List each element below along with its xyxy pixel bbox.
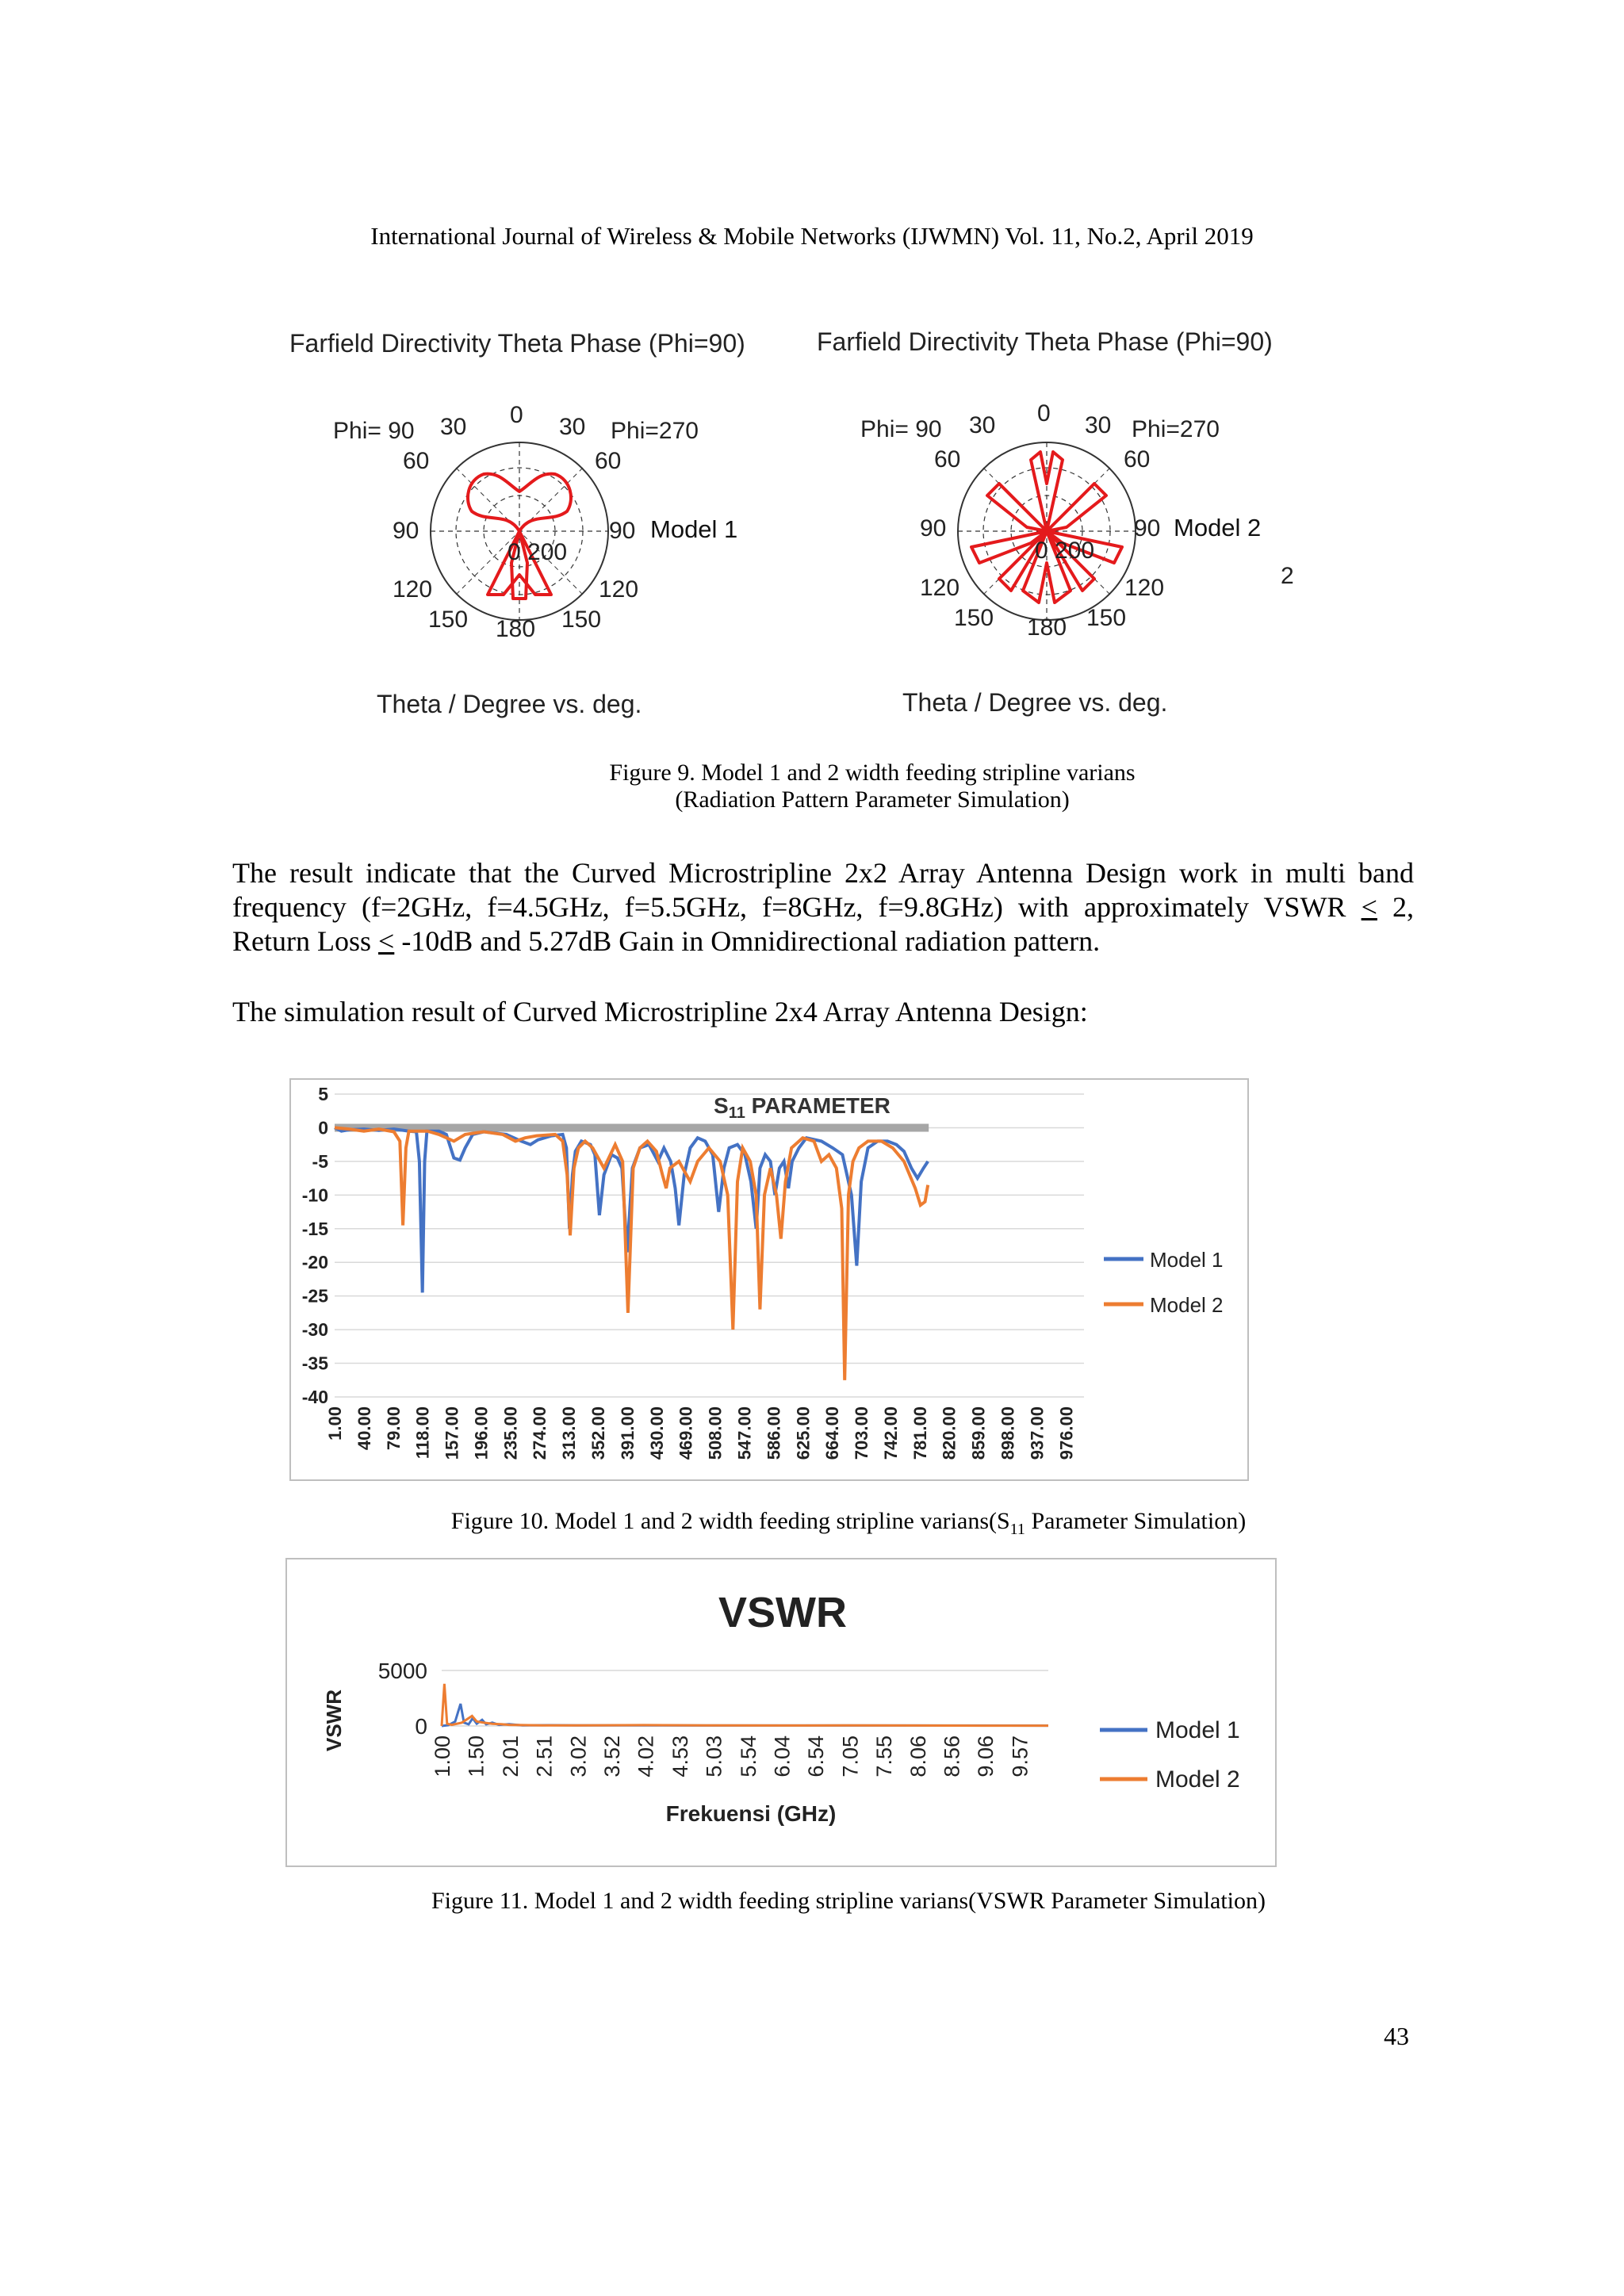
polar-title: Farfield Directivity Theta Phase (Phi=90) — [817, 327, 1273, 356]
paragraph-text: The result indicate that the Curved Microstripline 2x2 Array Antenna Design work in multi band frequency (f=2GHz, f=4.5GHz, f=5.5GHz, f=8GHz, f=9.8GHz) with approximately VSWR — [232, 857, 1414, 923]
angle-label-120-right: 120 — [599, 576, 639, 603]
angle-label-150-left: 150 — [954, 605, 994, 631]
polar-panel-1 — [270, 313, 825, 741]
paragraph-text: 2, Return Loss — [232, 891, 1415, 957]
vswr-x-tick-label: 6.54 — [803, 1735, 828, 1777]
legend-label-model-1: Model 1 — [1150, 1248, 1224, 1272]
s11-x-tick-label: 781.00 — [910, 1406, 930, 1460]
angle-label-60-right: 60 — [1124, 446, 1151, 473]
vswr-x-tick-label: 3.52 — [600, 1735, 625, 1777]
figure-9-caption — [476, 760, 1269, 813]
s11-chart — [289, 1078, 1249, 1481]
angle-label-90-right: 90 — [1134, 515, 1161, 541]
s11-x-tick-label: 79.00 — [383, 1406, 404, 1451]
angle-label-90-left: 90 — [920, 515, 947, 541]
s11-x-tick-label: 742.00 — [880, 1406, 901, 1460]
s11-x-tick-label: 196.00 — [471, 1406, 492, 1460]
angle-label-bottom: 180 — [1027, 614, 1067, 641]
s11-x-tick-label: 820.00 — [939, 1406, 959, 1460]
polar-plot — [424, 436, 615, 626]
vswr-x-tick-label: 9.06 — [974, 1735, 998, 1777]
s11-y-tick-label: -40 — [301, 1387, 328, 1407]
vswr-x-tick-label: 6.04 — [770, 1735, 795, 1777]
caption-line-1: Figure 9. Model 1 and 2 width feeding stripline varians — [609, 760, 1136, 786]
vswr-x-tick-label: 5.03 — [702, 1735, 726, 1777]
less-equal-symbol: < — [378, 925, 395, 957]
pattern-model-2 — [971, 452, 1122, 603]
s11-x-tick-label: 469.00 — [676, 1406, 696, 1460]
s11-x-tick-label: 976.00 — [1056, 1406, 1077, 1460]
caption-subscript: 11 — [1009, 1521, 1025, 1538]
angle-label-150-right: 150 — [561, 607, 602, 633]
figure-10-caption — [238, 1508, 1459, 1539]
polar-xlabel: Theta / Degree vs. deg. — [902, 688, 1168, 717]
running-header: International Journal of Wireless & Mobile Networks (IJWMN) Vol. 11, No.2, April 2019 — [370, 222, 1254, 250]
stray-figure-number: 2 — [1281, 563, 1294, 589]
angle-label-90-left: 90 — [393, 518, 419, 544]
vswr-grid — [442, 1670, 1048, 1726]
vswr-y-tick-label: 5000 — [377, 1659, 427, 1683]
angle-label-30-left: 30 — [969, 412, 996, 438]
s11-x-tick-label: 547.00 — [734, 1406, 755, 1460]
angle-label-30-right: 30 — [1085, 412, 1112, 438]
polar-title: Farfield Directivity Theta Phase (Phi=90) — [289, 329, 745, 358]
vswr-y-tick-label: 0 — [415, 1714, 427, 1739]
angle-label-60-left: 60 — [934, 446, 961, 473]
caption-line-2: (Radiation Pattern Parameter Simulation) — [675, 786, 1070, 813]
s11-y-tick-label: -30 — [301, 1319, 328, 1341]
angle-label-120-right: 120 — [1124, 575, 1165, 601]
vswr-x-tick-label: 4.53 — [668, 1735, 693, 1777]
phi-right-label: Phi=270 — [1132, 416, 1220, 442]
angle-label-top: 0 — [510, 402, 523, 428]
s11-x-tick-label: 703.00 — [852, 1406, 872, 1460]
angle-label-120-left: 120 — [920, 575, 960, 601]
body-paragraph-2: The simulation result of Curved Microstripline 2x4 Array Antenna Design: — [232, 996, 1088, 1027]
vswr-chart-title: VSWR — [718, 1589, 847, 1636]
s11-x-tick-label: 664.00 — [822, 1406, 843, 1460]
vswr-y-axis-label: VSWR — [322, 1689, 346, 1751]
s11-x-tick-label: 274.00 — [530, 1406, 550, 1460]
s11-x-tick-label: 118.00 — [412, 1406, 433, 1460]
s11-x-tick-label: 313.00 — [559, 1406, 580, 1460]
s11-x-tick-label: 430.00 — [646, 1406, 667, 1460]
s11-x-tick-label: 898.00 — [998, 1406, 1018, 1460]
s11-chart-svg — [291, 1080, 1247, 1479]
angle-label-60-right: 60 — [595, 448, 622, 474]
phi-right-label: Phi=270 — [611, 418, 699, 444]
legend-label-model-2: Model 2 — [1155, 1766, 1240, 1793]
inner-scale-label: 0 200 — [508, 539, 568, 565]
s11-y-tick-label: -15 — [301, 1218, 328, 1239]
angle-label-150-right: 150 — [1086, 605, 1127, 631]
caption-text: Parameter Simulation) — [1025, 1508, 1247, 1534]
inner-scale-label: 0 200 — [1035, 538, 1095, 564]
vswr-x-axis-label: Frekuensi (GHz) — [665, 1801, 837, 1826]
vswr-x-tick-label: 2.01 — [498, 1735, 523, 1777]
s11-x-tick-label: 157.00 — [442, 1406, 462, 1460]
paragraph-text: -10dB and 5.27dB Gain in Omnidirectional radiation pattern. — [394, 925, 1101, 957]
vswr-x-tick-label: 1.50 — [464, 1735, 488, 1777]
s11-x-tick-label: 508.00 — [705, 1406, 726, 1460]
vswr-x-tick-label: 8.56 — [940, 1735, 964, 1777]
s11-y-tick-label: -5 — [312, 1150, 328, 1172]
legend-label-model-2: Model 2 — [1150, 1293, 1224, 1317]
phi-left-label: Phi= 90 — [860, 416, 942, 442]
s11-chart-title: $S_{11}$ PARAMETER — [714, 1093, 891, 1122]
s11-y-tick-label: -35 — [301, 1353, 328, 1374]
s11-y-tick-label: -20 — [301, 1252, 328, 1273]
vswr-x-tick-label: 4.02 — [634, 1735, 658, 1777]
less-equal-symbol: < — [1361, 891, 1377, 923]
vswr-x-tick-label: 9.57 — [1008, 1735, 1032, 1777]
s11-x-tick-label: 937.00 — [1027, 1406, 1048, 1460]
s11-x-tick-label: 235.00 — [500, 1406, 521, 1460]
s11-x-tick-label: 586.00 — [764, 1406, 784, 1460]
vswr-x-tick-label: 1.00 — [431, 1735, 454, 1777]
angle-label-30-right: 30 — [559, 414, 586, 440]
s11-y-tick-label: -25 — [301, 1285, 328, 1307]
vswr-y-axis — [378, 1659, 427, 1739]
angle-label-30-left: 30 — [440, 414, 467, 440]
angle-label-90-right: 90 — [609, 518, 636, 544]
s11-x-tick-label: 1.00 — [325, 1406, 345, 1441]
s11-x-tick-label: 859.00 — [968, 1406, 989, 1460]
polar-xlabel: Theta / Degree vs. deg. — [377, 690, 642, 718]
s11-x-tick-label: 625.00 — [793, 1406, 814, 1460]
s11-y-tick-label: -10 — [301, 1184, 328, 1206]
model-label: Model 2 — [1174, 514, 1262, 541]
figure-11-caption: Figure 11. Model 1 and 2 width feeding stripline varians(VSWR Parameter Simulation) — [431, 1888, 1266, 1914]
vswr-x-tick-label: 2.51 — [532, 1735, 557, 1777]
page-number: 43 — [1384, 2022, 1409, 2050]
legend-label-model-1: Model 1 — [1155, 1717, 1240, 1743]
s11-y-tick-label: 5 — [318, 1084, 328, 1104]
model-label: Model 1 — [650, 515, 738, 543]
body-paragraph-1 — [232, 856, 1414, 959]
polar-panel-2 — [797, 313, 1352, 741]
vswr-x-tick-label: 7.55 — [871, 1735, 896, 1777]
vswr-series-model-1 — [442, 1704, 1048, 1726]
s11-x-axis — [325, 1406, 1076, 1460]
vswr-x-axis — [431, 1735, 1032, 1777]
phi-left-label: Phi= 90 — [333, 418, 415, 444]
angle-label-bottom: 180 — [496, 616, 536, 642]
vswr-chart — [285, 1558, 1277, 1867]
pattern-model-1 — [468, 474, 571, 599]
vswr-x-tick-label: 7.05 — [838, 1735, 863, 1777]
s11-y-tick-label: 0 — [318, 1117, 328, 1138]
angle-label-150-left: 150 — [428, 607, 469, 633]
angle-label-top: 0 — [1037, 400, 1051, 427]
vswr-chart-svg — [287, 1559, 1275, 1866]
vswr-series-model-2 — [442, 1684, 1048, 1726]
s11-x-tick-label: 352.00 — [588, 1406, 609, 1460]
caption-text: Figure 10. Model 1 and 2 width feeding stripline varians(S — [450, 1508, 1010, 1534]
angle-label-60-left: 60 — [403, 448, 430, 474]
vswr-x-tick-label: 3.02 — [566, 1735, 591, 1777]
figure-9 — [270, 313, 1364, 741]
s11-y-axis — [302, 1084, 328, 1407]
vswr-x-tick-label: 8.06 — [906, 1735, 931, 1777]
s11-x-tick-label: 40.00 — [354, 1406, 374, 1451]
polar-plot — [952, 436, 1142, 626]
angle-label-120-left: 120 — [393, 576, 433, 603]
vswr-x-tick-label: 5.54 — [736, 1735, 760, 1777]
s11-x-tick-label: 391.00 — [617, 1406, 638, 1460]
